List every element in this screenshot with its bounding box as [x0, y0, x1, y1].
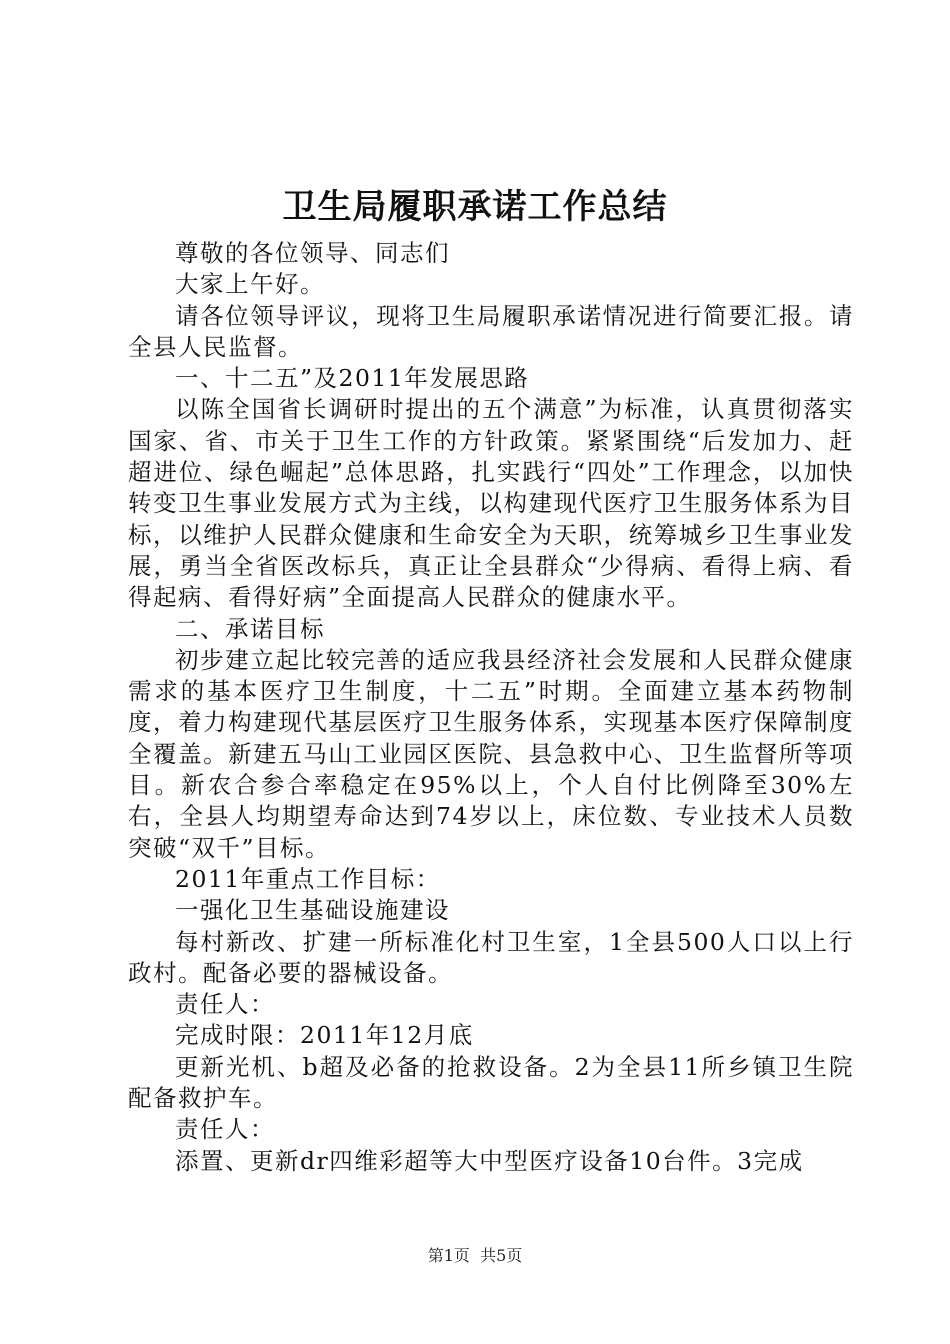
paragraph-development-ideas: 以陈全国省长调研时提出的五个满意”为标准，认真贯彻落实国家、省、市关于卫生工作的方针政策。紧紧围绕“后发加力、赶超进位、绿色崛起”总体思路，扎实践行“四处”工作理念，以加快转变卫生事业发展方式为主线，以构建现代医疗卫生服务体系为目标，以维护人民群众健康和生命安全为天职，统筹城乡卫生事业发展，勇当全省医改标兵，真正让全县群众“少得病、看得上病、看得起病、看得好病”全面提高人民群众的健康水平。 [128, 395, 854, 612]
paragraph-salutation: 尊敬的各位领导、同志们 [175, 239, 450, 267]
section-heading-2: 二、承诺目标 [175, 614, 325, 643]
page-footer [0, 1244, 950, 1268]
paragraph-subheading-infrastructure: 一强化卫生基础设施建设 [175, 896, 450, 925]
paragraph-responsible-person-1: 责任人： [175, 990, 275, 1019]
paragraph-intro: 请各位领导评议，现将卫生局履职承诺情况进行简要汇报。请全县人民监督。 [128, 301, 854, 361]
paragraph-village-clinics: 每村新改、扩建一所标准化村卫生室，1全县500人口以上行政村。配备必要的器械设备。 [128, 927, 854, 987]
paragraph-greeting: 大家上午好。 [175, 270, 325, 299]
page-number-label: 第1页 共5页 [427, 1246, 523, 1265]
paragraph-large-equipment: 添置、更新dr四维彩超等大中型医疗设备10台件。3完成 [175, 1146, 804, 1175]
document-body [128, 238, 854, 1177]
paragraph-commitment-goals: 初步建立起比较完善的适应我县经济社会发展和人民群众健康需求的基本医疗卫生制度，十二五”时期。全面建立基本药物制度，着力构建现代基层医疗卫生服务体系，实现基本医疗保障制度全覆盖。新建五马山工业园区医院、县急救中心、卫生监督所等项目。新农合参合率稳定在95%以上，个人自付比例降至30%左右，全县人均期望寿命达到74岁以上，床位数、专业技术人员数突破“双千”目标。 [128, 645, 854, 862]
paragraph-key-goals-heading: 2011年重点工作目标： [175, 864, 441, 893]
section-heading-1: 一、十二五”及2011年发展思路 [175, 364, 530, 393]
document-title: 卫生局履职承诺工作总结 [282, 187, 668, 227]
paragraph-equipment-update: 更新光机、b超及必备的抢救设备。2为全县11所乡镇卫生院配备救护车。 [128, 1052, 854, 1113]
paragraph-deadline: 完成时限：2011年12月底 [175, 1021, 474, 1050]
paragraph-responsible-person-2: 责任人： [175, 1115, 275, 1144]
